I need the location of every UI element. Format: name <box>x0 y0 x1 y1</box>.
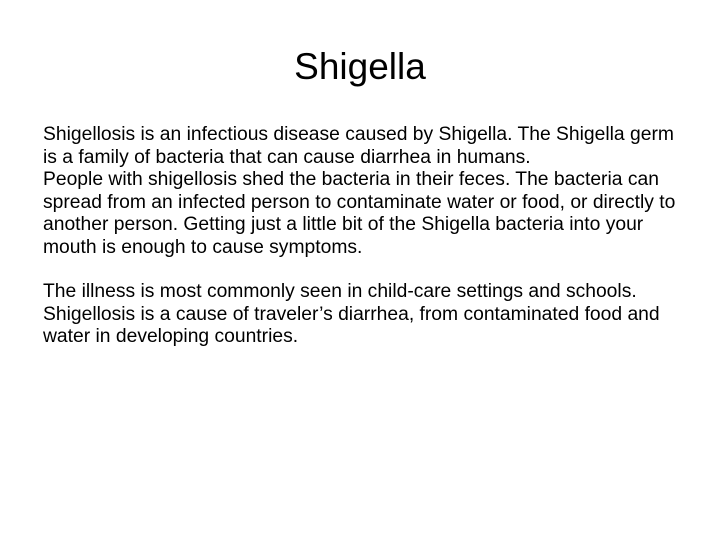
slide-body <box>43 124 693 349</box>
slide-title: Shigella <box>294 46 426 87</box>
paragraph-definition: Shigellosis is an infectious disease caused by Shigella. The Shigella germ is a family of bacteria that can cause diarrhea in humans. <box>43 124 674 168</box>
paragraph-transmission: People with shigellosis shed the bacteria in their feces. The bacteria can spread from an infected person to contaminate water or food, or directly to another person. Getting just a little bit of the Shigella bacteria into your mouth is enough to cause symptoms. <box>43 169 676 258</box>
paragraph-spacer <box>43 259 693 281</box>
paragraph-settings: The illness is most commonly seen in child-care settings and schools. <box>43 281 637 302</box>
paragraph-travel: Shigellosis is a cause of traveler’s diarrhea, from contaminated food and water in developing countries. <box>43 303 660 347</box>
